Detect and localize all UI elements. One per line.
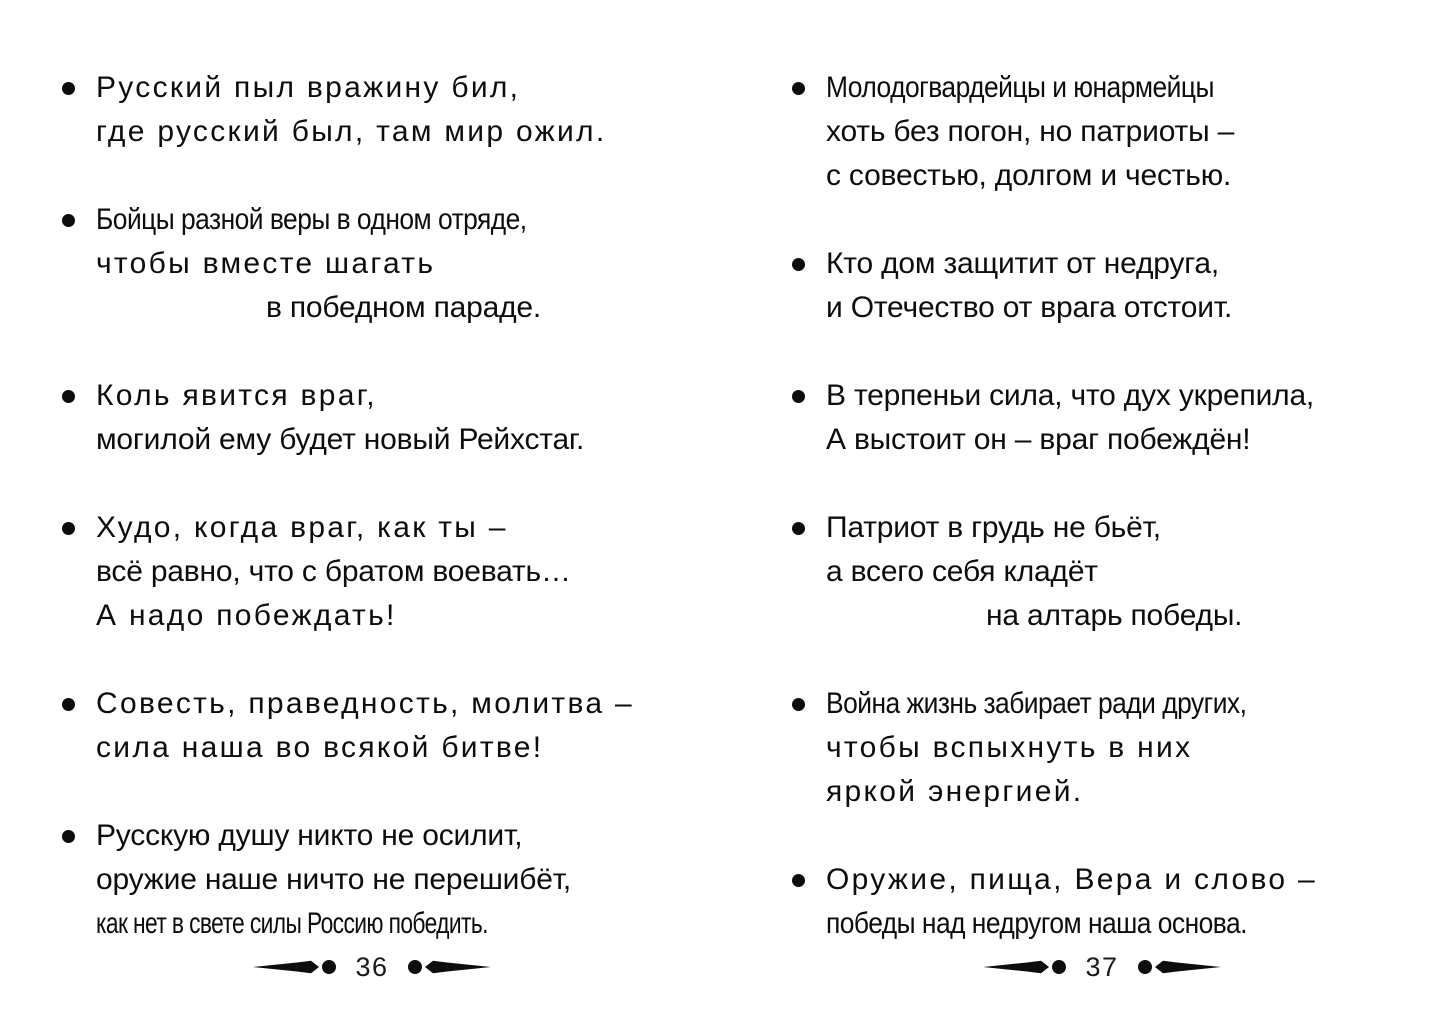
list-item <box>62 814 682 946</box>
verse-line: а всего себя кладёт <box>826 555 1098 588</box>
bullet-icon <box>792 522 805 535</box>
verse-line: Оружие, пища, Вера и слово – <box>826 863 1317 896</box>
list-item <box>792 374 1412 462</box>
arrow-ornament-left-icon <box>983 959 1067 975</box>
verse-line: как нет в свете силы Россию победить. <box>96 907 488 940</box>
verse-line: оружие наше ничто не перешибёт, <box>96 863 572 896</box>
verse-line: А надо побеждать! <box>96 599 397 632</box>
verse-line: Патриот в грудь не бьёт, <box>826 511 1161 544</box>
verse-line: и Отечество от врага отстоит. <box>826 291 1233 324</box>
verse-line: в победном параде. <box>266 291 542 324</box>
list-item <box>792 66 1412 198</box>
verse-line: яркой энергией. <box>826 775 1084 808</box>
page-left <box>62 66 682 946</box>
bullet-icon <box>62 522 75 535</box>
bullet-icon <box>62 82 75 95</box>
list-item <box>792 682 1412 814</box>
verse-line: сила наша во всякой битве! <box>96 731 544 764</box>
page-number: 37 <box>1085 952 1119 982</box>
verse-line: Бойцы разной веры в одном отряде, <box>96 203 527 236</box>
verse-line: А выстоит он – враг побеждён! <box>826 423 1251 456</box>
arrow-ornament-right-icon <box>407 959 491 975</box>
verse-line: Война жизнь забирает ради других, <box>826 687 1247 720</box>
bullet-icon <box>792 698 805 711</box>
verse-line: где русский был, там мир ожил. <box>96 115 607 148</box>
verse-line: хоть без погон, но патриоты – <box>826 115 1235 148</box>
page-footer-right <box>792 952 1412 981</box>
verse-line: Русскую душу никто не осилит, <box>96 819 523 852</box>
verse-line: Худо, когда враг, как ты – <box>96 511 508 544</box>
list-item <box>792 506 1412 638</box>
verse-line: могилой ему будет новый Рейхстаг. <box>96 423 585 456</box>
bullet-icon <box>62 830 75 843</box>
list-item <box>792 858 1412 946</box>
list-item <box>62 506 682 638</box>
arrow-ornament-right-icon <box>1137 959 1221 975</box>
verse-line: чтобы вспыхнуть в них <box>826 731 1193 764</box>
verse-line: Молодогвардейцы и юнармейцы <box>826 71 1214 104</box>
verse-line: Русский пыл вражину бил, <box>96 71 521 104</box>
list-item <box>62 374 682 462</box>
page-footer-left <box>62 952 682 981</box>
verse-line: на алтарь победы. <box>986 599 1243 632</box>
bullet-icon <box>792 258 805 271</box>
verse-line: всё равно, что с братом воевать… <box>96 555 571 588</box>
list-item <box>62 198 682 330</box>
list-item <box>792 242 1412 330</box>
bullet-icon <box>62 390 75 403</box>
verse-line: с совестью, долгом и честью. <box>826 159 1232 192</box>
verse-line: чтобы вместе шагать <box>96 247 436 280</box>
verse-line: Совесть, праведность, молитва – <box>96 687 634 720</box>
bullet-icon <box>62 698 75 711</box>
verse-line: Кто дом защитит от недруга, <box>826 247 1219 280</box>
verse-line: Коль явится враг, <box>96 379 377 412</box>
list-item <box>62 66 682 154</box>
list-item <box>62 682 682 770</box>
bullet-icon <box>792 390 805 403</box>
page-number: 36 <box>355 952 389 982</box>
bullet-icon <box>792 874 805 887</box>
bullet-icon <box>62 214 75 227</box>
verse-line: В терпеньи сила, что дух укрепила, <box>826 379 1315 412</box>
page-right <box>792 66 1412 946</box>
bullet-icon <box>792 82 805 95</box>
arrow-ornament-left-icon <box>253 959 337 975</box>
verse-line: победы над недругом наша основа. <box>826 907 1247 940</box>
